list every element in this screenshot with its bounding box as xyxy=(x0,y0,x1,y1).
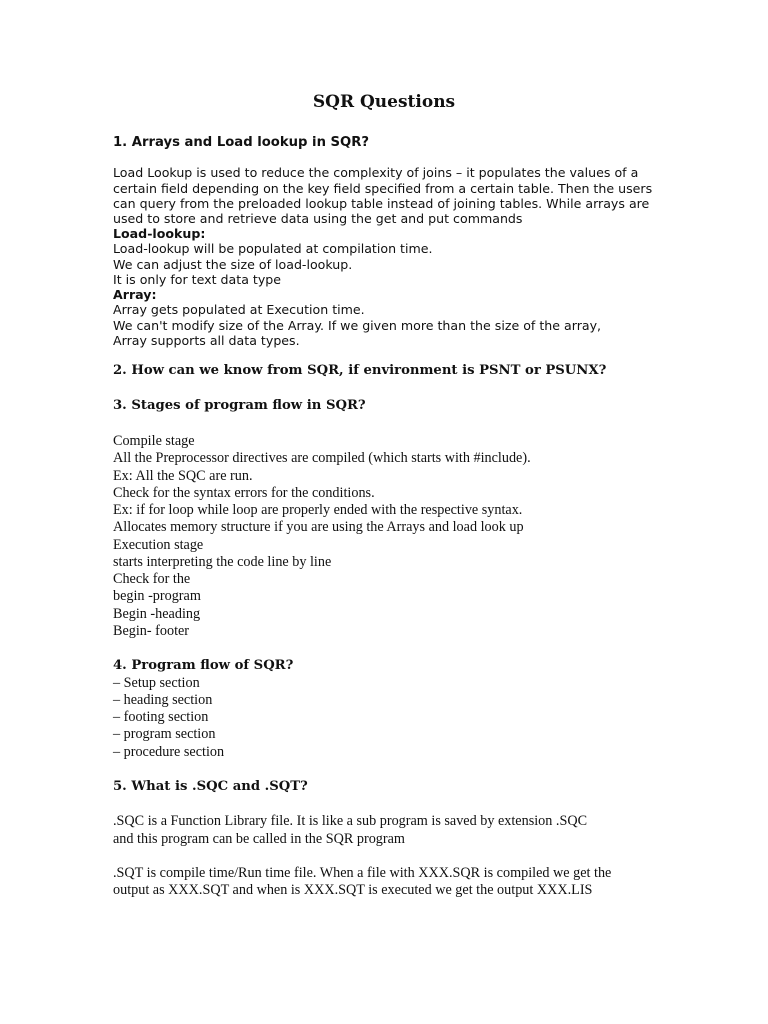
q1-intro-line: Load Lookup is used to reduce the complexity of joins – it populates the values of a xyxy=(113,165,639,180)
q3-line: begin -program xyxy=(113,588,201,604)
q3-line: Begin- footer xyxy=(113,623,190,639)
array-label: Array: xyxy=(113,287,157,302)
q4-line: – footing section xyxy=(113,709,209,725)
q3-line: Check for the syntax errors for the conditions. xyxy=(113,485,375,501)
load-lookup-label: Load-lookup: xyxy=(113,226,206,241)
q3-heading: 3. Stages of program flow in SQR? xyxy=(113,398,366,413)
q4-heading: 4. Program flow of SQR? xyxy=(113,658,294,673)
q3-line: Allocates memory structure if you are using the Arrays and load look up xyxy=(113,519,524,535)
q4-line: – program section xyxy=(113,726,216,742)
q5-para1-line: and this program can be called in the SQR program xyxy=(113,831,405,847)
load-lookup-point: Load-lookup will be populated at compilation time. xyxy=(113,241,433,256)
q5-heading: 5. What is .SQC and .SQT? xyxy=(113,779,308,794)
q1-intro-line: used to store and retrieve data using the get and put commands xyxy=(113,211,523,226)
load-lookup-point: It is only for text data type xyxy=(113,272,282,287)
q4-line: – procedure section xyxy=(113,744,225,760)
q3-line: Check for the xyxy=(113,571,191,587)
q3-line: All the Preprocessor directives are compiled (which starts with #include). xyxy=(113,450,531,466)
q1-intro-line: certain field depending on the key field specified from a certain table. Then the users xyxy=(113,181,653,196)
load-lookup-point: We can adjust the size of load-lookup. xyxy=(113,257,353,272)
array-point: We can't modify size of the Array. If we given more than the size of the array, xyxy=(113,318,602,333)
q3-line: starts interpreting the code line by line xyxy=(113,554,332,570)
q4-line: – Setup section xyxy=(113,675,200,691)
array-point: Array gets populated at Execution time. xyxy=(113,302,365,317)
q5-para2-line: .SQT is compile time/Run time file. When a file with XXX.SQR is compiled we get the xyxy=(113,865,612,881)
q2-heading: 2. How can we know from SQR, if environment is PSNT or PSUNX? xyxy=(113,363,607,378)
q3-line: Ex: if for loop while loop are properly ended with the respective syntax. xyxy=(113,502,523,518)
q3-line: Compile stage xyxy=(113,433,195,449)
page-title: SQR Questions xyxy=(312,92,456,112)
q5-para1-line: .SQC is a Function Library file. It is like a sub program is saved by extension .SQC xyxy=(113,813,588,829)
q3-line: Execution stage xyxy=(113,537,204,553)
q5-para2-line: output as XXX.SQT and when is XXX.SQT is executed we get the output XXX.LIS xyxy=(113,882,593,898)
q1-intro-line: can query from the preloaded lookup table instead of joining tables. While arrays are xyxy=(113,196,650,211)
q3-line: Begin -heading xyxy=(113,606,201,622)
array-point: Array supports all data types. xyxy=(113,333,300,348)
q4-line: – heading section xyxy=(113,692,213,708)
q3-line: Ex: All the SQC are run. xyxy=(113,468,253,484)
q1-heading: 1. Arrays and Load lookup in SQR? xyxy=(113,135,370,150)
